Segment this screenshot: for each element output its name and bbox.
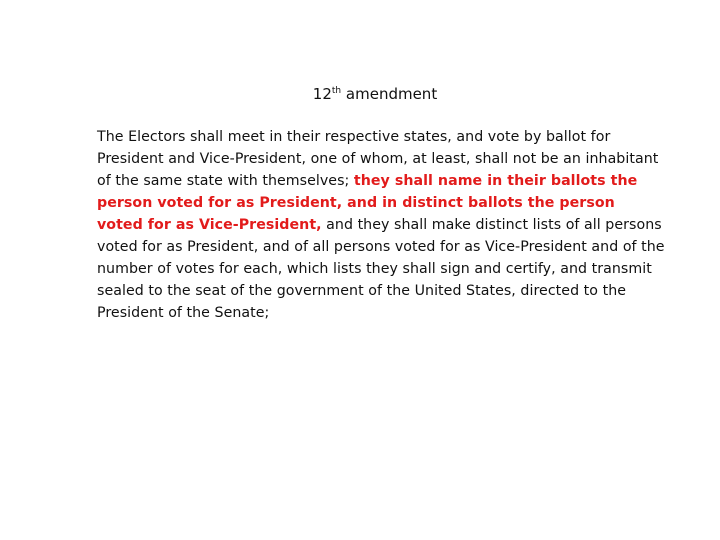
title-word: amendment [345, 85, 438, 103]
text-after-highlight: and they shall make distinct lists of all persons voted for as President, and of all persons voted for as Vice-President and of the number of votes for each, which lists they shall sign and certify, and transmit sealed to the seat of the government of the United States, directed to the President of the Senate; [97, 217, 665, 321]
amendment-paragraph [97, 126, 665, 324]
text-before-highlight: The Electors shall meet in their respective states, and vote by ballot for President and Vice-President, one of whom, at least, shall not be an inhabitant of the same state with themselves; [97, 129, 659, 189]
amendment-text [97, 126, 665, 324]
title-number: 12 [312, 85, 332, 103]
highlighted-clause: they shall name in their ballots the person voted for as President, and in distinct ballots the person voted for as Vice-President, [97, 173, 638, 233]
slide-title [0, 84, 720, 104]
title-superscript: th [331, 86, 342, 96]
